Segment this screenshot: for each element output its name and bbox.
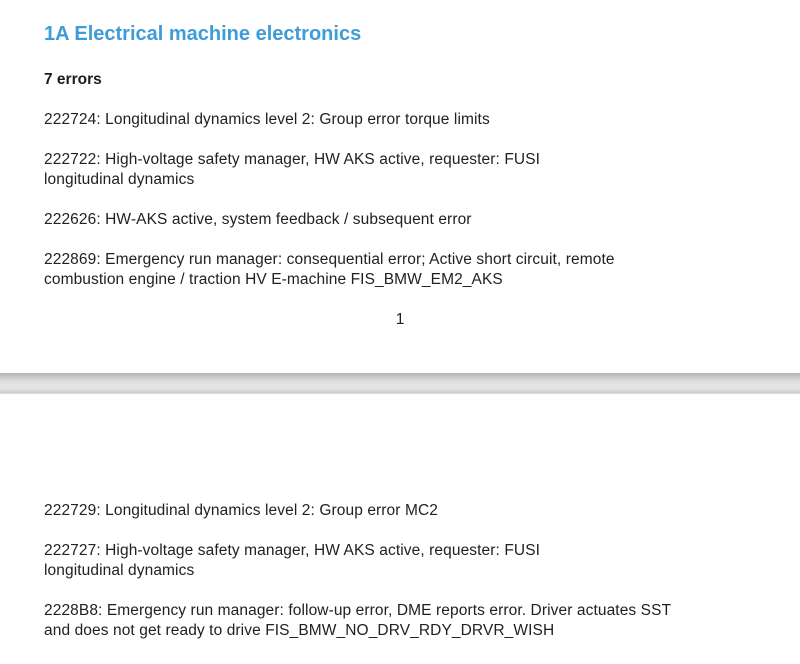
error-line: 222722: High-voltage safety manager, HW AKS active, requester: FUSI bbox=[44, 151, 541, 168]
error-line: and does not get ready to drive FIS_BMW_NO_DRV_RDY_DRVR_WISH bbox=[44, 622, 555, 639]
error-line: 2228B8: Emergency run manager: follow-up error, DME reports error. Driver actuates SST bbox=[44, 602, 672, 619]
error-line: longitudinal dynamics bbox=[44, 562, 195, 579]
error-line: 222626: HW-AKS active, system feedback / subsequent error bbox=[44, 211, 472, 228]
error-line: 222727: High-voltage safety manager, HW AKS active, requester: FUSI bbox=[44, 542, 541, 559]
error-item bbox=[44, 541, 756, 581]
error-list-page-1 bbox=[44, 110, 756, 290]
error-count-label: 7 errors bbox=[44, 71, 102, 88]
error-line: 222869: Emergency run manager: consequential error; Active short circuit, remote bbox=[44, 251, 615, 268]
error-line: longitudinal dynamics bbox=[44, 171, 195, 188]
error-item bbox=[44, 210, 756, 230]
error-item bbox=[44, 501, 756, 521]
error-item bbox=[44, 250, 756, 290]
report-page-2 bbox=[0, 394, 800, 664]
error-line: 222729: Longitudinal dynamics level 2: Group error MC2 bbox=[44, 502, 438, 519]
error-item bbox=[44, 601, 756, 641]
error-item bbox=[44, 150, 756, 190]
error-item bbox=[44, 110, 756, 130]
error-list-page-2 bbox=[44, 501, 756, 641]
error-line: combustion engine / traction HV E-machine FIS_BMW_EM2_AKS bbox=[44, 271, 503, 288]
error-line: 222724: Longitudinal dynamics level 2: Group error torque limits bbox=[44, 111, 490, 128]
page-number: 1 bbox=[395, 311, 405, 328]
page-title: 1A Electrical machine electronics bbox=[44, 23, 362, 45]
page-separator bbox=[0, 373, 800, 394]
